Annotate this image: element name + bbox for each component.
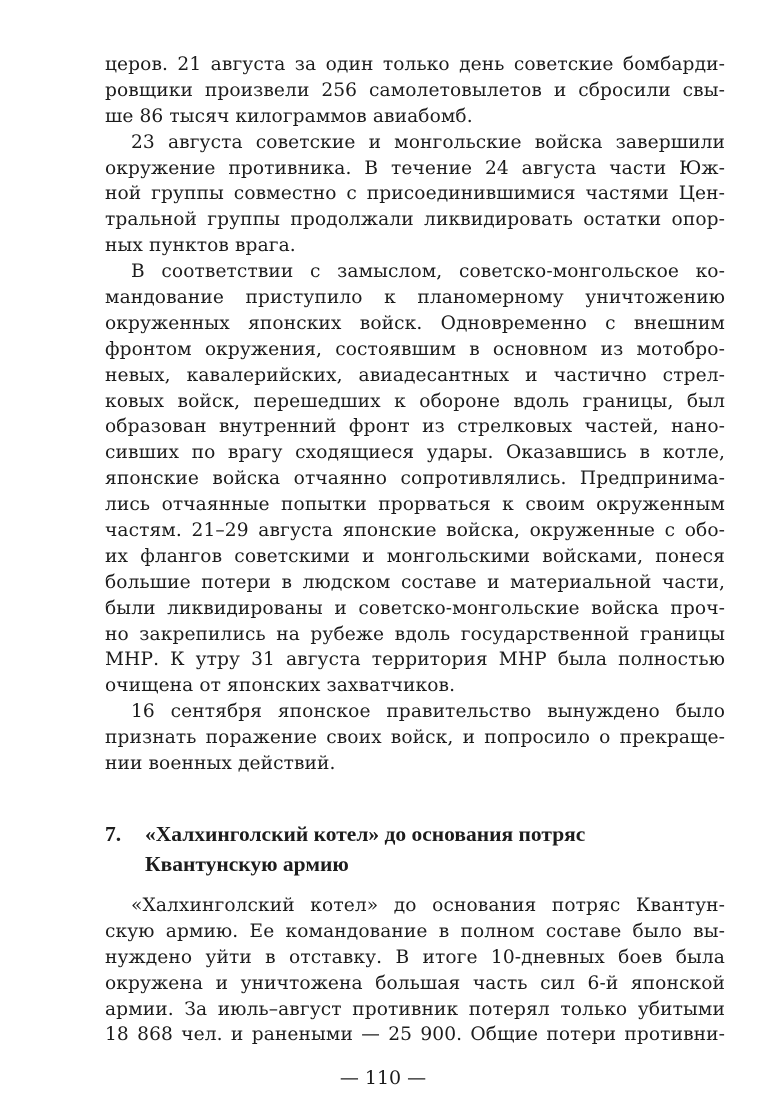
text-line: «Халхинголский котел» до основания потряс Квантун- <box>131 894 725 916</box>
text-line: скую армию. Ее командование в полном составе было вы- <box>105 920 725 942</box>
text-line: армии. За июль–август противник потерял только убитыми <box>105 998 725 1020</box>
text-line: японские войска отчаянно сопротивлялись. Предпринима- <box>105 468 725 490</box>
text-line: окружение противника. В течение 24 августа части Юж- <box>105 157 725 179</box>
text-line: 23 августа советские и монгольские войска завершили <box>131 131 725 153</box>
text-line: ше 86 тысяч килограммов авиабомб. <box>105 105 473 127</box>
paragraph <box>105 893 725 1048</box>
section-number: 7. <box>105 821 122 846</box>
text-line: тральной группы продолжали ликвидировать остатки опор- <box>105 209 725 231</box>
text-line: окруженных японских войск. Одновременно с внешним <box>105 312 725 334</box>
section-title-line-2: Квантунскую армию <box>145 851 349 876</box>
spacer <box>105 879 725 893</box>
text-line: сивших по врагу сходящиеся удары. Оказавшись в котле, <box>105 442 725 464</box>
paragraph <box>105 130 725 259</box>
text-line: В соответствии с замыслом, советско-монгольское ко- <box>131 261 725 283</box>
section-title-line-1: «Халхинголский котел» до основания потряс <box>145 821 586 846</box>
text-line: признать поражение своих войск, и попросило о прекраще- <box>105 727 725 749</box>
text-line: но закрепились на рубеже вдоль государственной границы <box>105 623 725 645</box>
section-heading <box>105 819 725 879</box>
spacer <box>105 777 725 819</box>
paragraph <box>105 699 725 777</box>
text-line: очищена от японских захватчиков. <box>105 675 456 697</box>
paragraph <box>105 52 725 130</box>
text-line: невых, кавалерийских, авиадесантных и частично стрел- <box>105 364 725 386</box>
section-heading-line <box>105 819 725 849</box>
paragraph <box>105 259 725 699</box>
text-line: окружена и уничтожена большая часть сил 6-й японской <box>105 972 725 994</box>
text-line: церов. 21 августа за один только день советские бомбарди- <box>105 54 725 75</box>
text-line: ковых войск, перешедших к обороне вдоль границы, был <box>105 390 725 412</box>
text-line: лись отчаянные попытки прорваться к своим окруженным <box>105 494 725 516</box>
text-line: их флангов советскими и монгольскими войсками, понеся <box>105 545 725 567</box>
text-line: большие потери в людском составе и материальной части, <box>105 571 725 593</box>
text-line: 18 868 чел. и ранеными — 25 900. Общие потери противни- <box>105 1024 725 1046</box>
text-line: ровщики произвели 256 самолетовылетов и сбросили свы- <box>105 79 725 101</box>
text-line: нуждено уйти в отставку. В итоге 10-дневных боев была <box>105 946 725 968</box>
text-line: МНР. К утру 31 августа территория МНР была полностью <box>105 649 725 671</box>
text-line: 16 сентября японское правительство вынуждено было <box>131 701 725 723</box>
text-line: ной группы совместно с присоединившимися частями Цен- <box>105 183 725 205</box>
text-line: мандование приступило к планомерному уничтожению <box>105 287 725 309</box>
text-line: частям. 21–29 августа японские войска, окруженные с обо- <box>105 520 725 542</box>
text-line: нии военных действий. <box>105 753 336 775</box>
page-number: — 110 — <box>339 1067 427 1089</box>
page-body <box>105 52 725 1048</box>
text-line: образован внутренний фронт из стрелковых частей, нано- <box>105 416 725 438</box>
text-line: были ликвидированы и советско-монгольские войска проч- <box>105 597 725 619</box>
text-line: фронтом окружения, состоявшим в основном из мотобро- <box>105 338 725 360</box>
text-line: ных пунктов врага. <box>105 235 296 257</box>
